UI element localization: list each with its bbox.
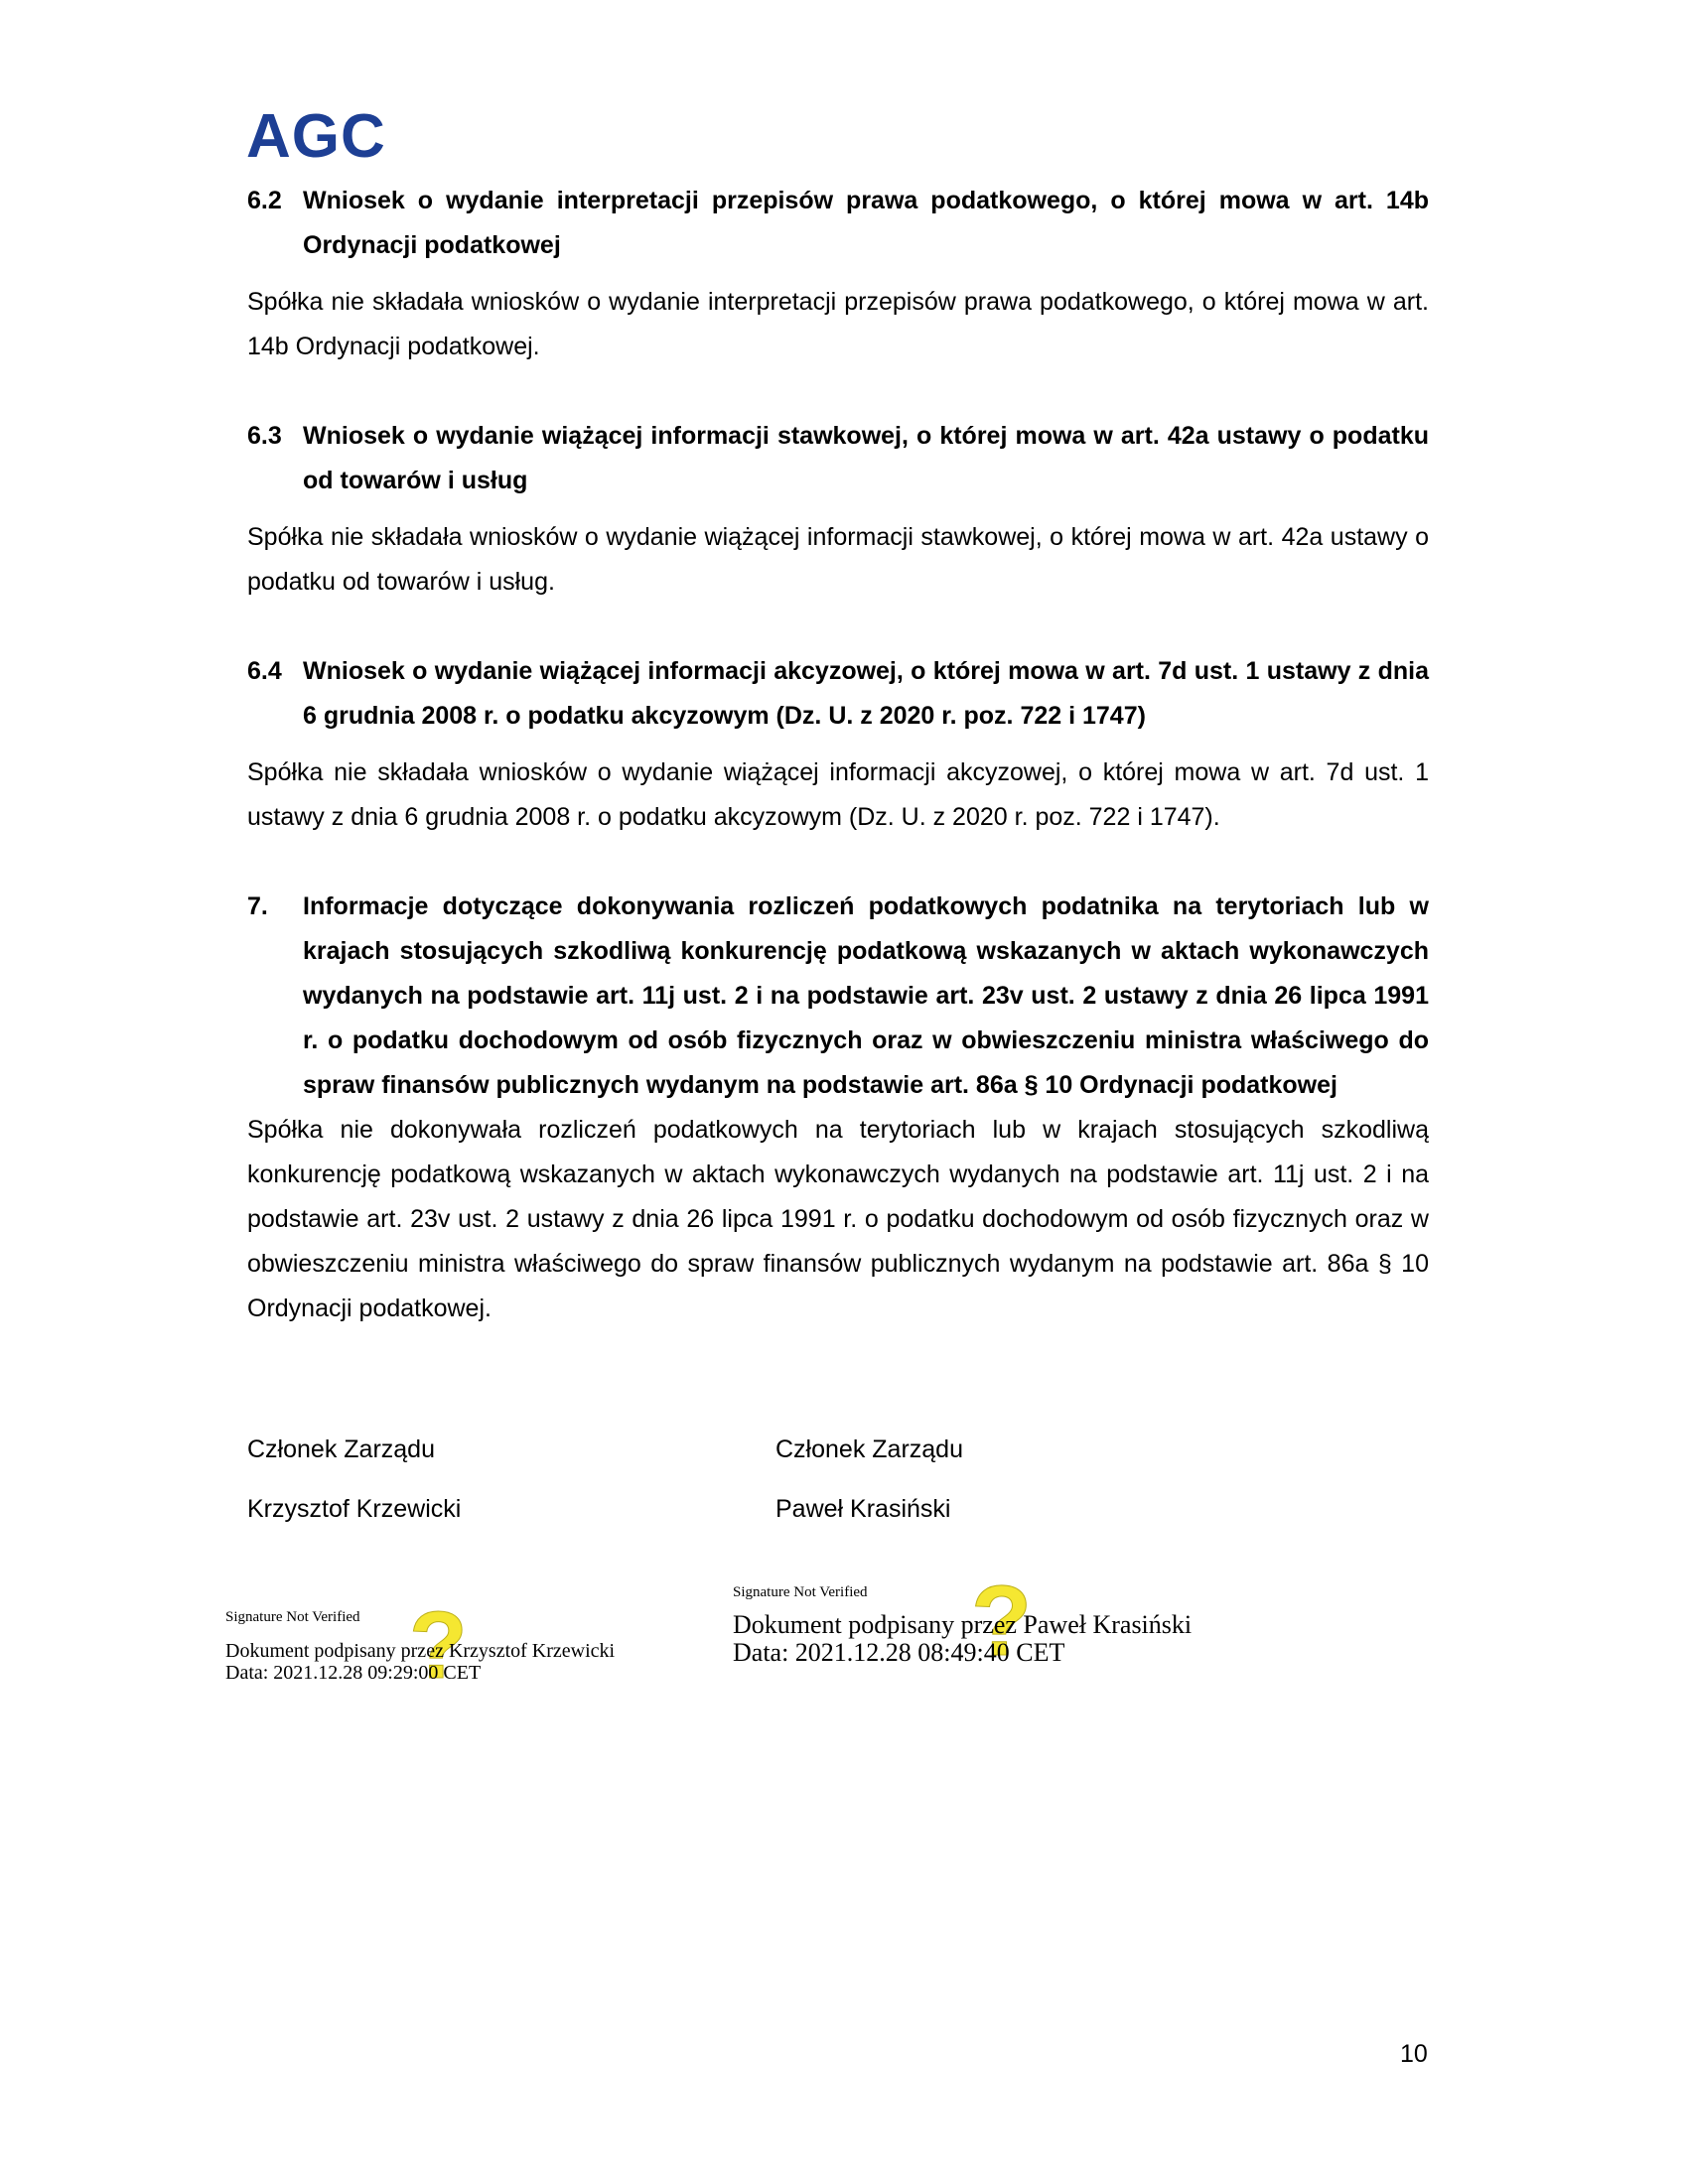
signatory-name: Paweł Krasiński: [775, 1495, 951, 1523]
section-heading-6-2: [247, 179, 1429, 268]
section-heading-7: [247, 885, 1429, 1108]
section-title: Wniosek o wydanie wiążącej informacji stawkowej, o której mowa w art. 42a ustawy o podatku od towarów i usług: [303, 422, 1429, 494]
signature-date: Data: 2021.12.28 09:29:00 CET: [225, 1662, 482, 1684]
signatory-right: [775, 1420, 963, 1539]
signature-stamp-left: [225, 1592, 682, 1699]
signature-stamp-right: [733, 1566, 1289, 1677]
unverified-question-icon: ?: [409, 1592, 468, 1699]
logo-text: AGC: [246, 102, 386, 171]
section-body-6-3: Spółka nie składała wniosków o wydanie wiążącej informacji stawkowej, o której mowa w art. 42a ustawy o podatku od towarów i usług.: [247, 523, 1429, 596]
agc-logo: [246, 102, 386, 171]
signature-signed-by: Dokument podpisany przez Krzysztof Krzewicki: [225, 1640, 616, 1662]
signature-signed-by: Dokument podpisany przez Paweł Krasiński: [733, 1610, 1193, 1639]
signatory-role: Członek Zarządu: [775, 1435, 963, 1463]
signatory-name: Krzysztof Krzewicki: [247, 1495, 462, 1523]
signature-date: Data: 2021.12.28 08:49:40 CET: [733, 1638, 1065, 1667]
signature-status: Signature Not Verified: [733, 1584, 868, 1600]
section-body-7: Spółka nie dokonywała rozliczeń podatkowych na terytoriach lub w krajach stosujących szkodliwą konkurencję podatkową wskazanych w aktach wykonawczych wydanych na podstawie art. 11j ust. 2 i na podstawie art. 23v ust. 2 ustawy z dnia 26 lipca 1991 r. o podatku dochodowym od osób fizycznych oraz w obwieszczeniu ministra właściwego do spraw finansów publicznych wydanym na podstawie art. 86a § 10 Ordynacji podatkowej.: [247, 1116, 1429, 1322]
section-title: Wniosek o wydanie wiążącej informacji akcyzowej, o której mowa w art. 7d ust. 1 ustawy z dnia 6 grudnia 2008 r. o podatku akcyzowym (Dz. U. z 2020 r. poz. 722 i 1747): [303, 657, 1429, 730]
section-number: 6.4: [247, 657, 282, 685]
unverified-question-icon: ?: [971, 1566, 1033, 1677]
document-content: [247, 179, 1429, 1331]
signatory-left: [247, 1420, 461, 1539]
section-body-6-4: Spółka nie składała wniosków o wydanie wiążącej informacji akcyzowej, o której mowa w art. 7d ust. 1 ustawy z dnia 6 grudnia 2008 r. o podatku akcyzowym (Dz. U. z 2020 r. poz. 722 i 1747).: [247, 758, 1429, 831]
section-title: Informacje dotyczące dokonywania rozliczeń podatkowych podatnika na terytoriach lub w krajach stosujących szkodliwą konkurencję podatkową wskazanych w aktach wykonawczych wydanych na podstawie art. 11j ust. 2 i na podstawie art. 23v ust. 2 ustawy z dnia 26 lipca 1991 r. o podatku dochodowym od osób fizycznych oraz w obwieszczeniu ministra właściwego do spraw finansów publicznych wydanym na podstawie art. 86a § 10 Ordynacji podatkowej: [303, 892, 1429, 1099]
page-number: 10: [1400, 2040, 1428, 2068]
section-number: 6.3: [247, 422, 282, 450]
section-heading-6-4: [247, 649, 1429, 739]
section-body-6-2: Spółka nie składała wniosków o wydanie interpretacji przepisów prawa podatkowego, o której mowa w art. 14b Ordynacji podatkowej.: [247, 288, 1429, 360]
section-heading-6-3: [247, 414, 1429, 503]
signatory-role: Członek Zarządu: [247, 1435, 435, 1463]
section-title: Wniosek o wydanie interpretacji przepisów prawa podatkowego, o której mowa w art. 14b Ordynacji podatkowej: [303, 187, 1429, 259]
section-number: 6.2: [247, 187, 282, 214]
section-number: 7.: [247, 892, 268, 920]
signature-status: Signature Not Verified: [225, 1609, 360, 1625]
